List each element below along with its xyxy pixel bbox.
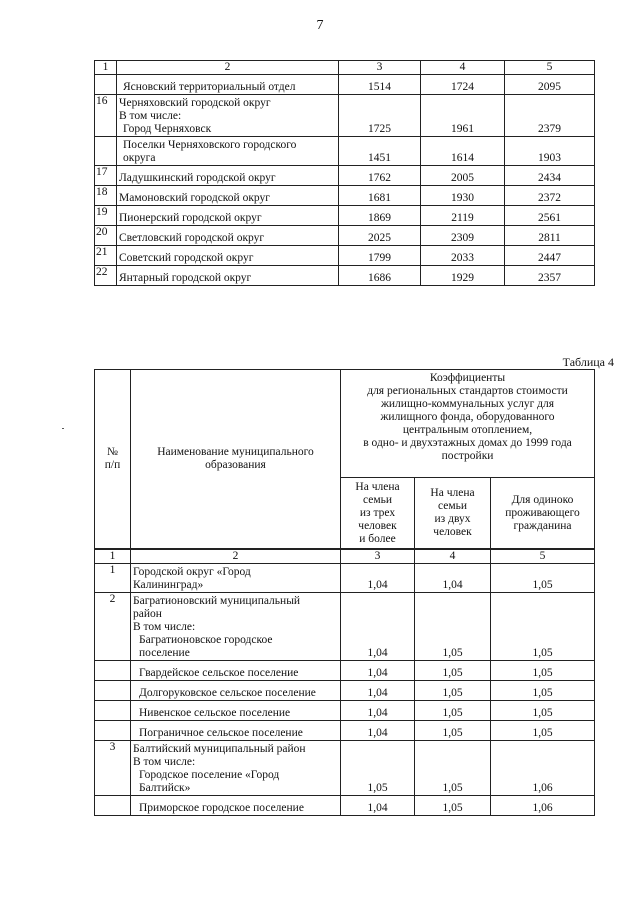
value-cell: 1,05 <box>491 564 595 593</box>
name-line: район <box>133 608 162 620</box>
name-line: Город Черняховск <box>123 123 212 135</box>
table-row <box>95 661 595 681</box>
table-row <box>95 206 595 226</box>
row-number: 21 <box>95 246 117 266</box>
value-cell: 2379 <box>505 95 595 137</box>
column-number: 3 <box>341 549 415 564</box>
column-number: 4 <box>421 61 505 75</box>
value-cell: 2357 <box>505 266 595 286</box>
municipality-name <box>131 661 341 681</box>
municipality-name <box>131 701 341 721</box>
value-cell: 1,04 <box>415 564 491 593</box>
municipality-name <box>131 796 341 816</box>
value-cell: 1,04 <box>341 681 415 701</box>
value-cell: 1,05 <box>341 741 415 796</box>
row-number <box>95 701 131 721</box>
header-col-name: Наименование муниципального образования <box>131 370 341 550</box>
name-line: Гвардейское сельское поселение <box>139 667 299 679</box>
header-col-4: На члена семьи из двух человек <box>415 478 491 550</box>
table-4 <box>94 369 595 816</box>
table-row <box>95 266 595 286</box>
header-col-5: Для одиноко проживающего гражданина <box>491 478 595 550</box>
table-row <box>95 701 595 721</box>
column-number: 1 <box>95 549 131 564</box>
table-row <box>95 593 595 661</box>
value-cell: 2811 <box>505 226 595 246</box>
table-row <box>95 796 595 816</box>
value-cell: 1799 <box>339 246 421 266</box>
table-row <box>95 564 595 593</box>
table-row <box>95 186 595 206</box>
value-cell: 1,05 <box>415 701 491 721</box>
column-number: 2 <box>117 61 339 75</box>
column-number: 5 <box>491 549 595 564</box>
margin-mark <box>62 428 64 429</box>
value-cell: 1,05 <box>491 721 595 741</box>
column-number: 5 <box>505 61 595 75</box>
table-row <box>95 95 595 137</box>
municipality-name <box>131 721 341 741</box>
value-cell: 1,06 <box>491 741 595 796</box>
name-line: Ладушкинский городской округ <box>119 172 276 184</box>
name-line: Черняховский городской округ <box>119 97 271 109</box>
table4-header-row <box>95 370 595 478</box>
name-line: Пионерский городской округ <box>119 212 262 224</box>
top-table-number-row <box>95 61 595 75</box>
value-cell: 1,04 <box>341 661 415 681</box>
municipality-name <box>117 206 339 226</box>
municipality-name <box>131 681 341 701</box>
row-number <box>95 681 131 701</box>
header-col-3: На члена семьи из трех человек и более <box>341 478 415 550</box>
value-cell: 1,05 <box>415 661 491 681</box>
table-row <box>95 246 595 266</box>
value-cell: 1,04 <box>341 564 415 593</box>
table4-number-row <box>95 549 595 564</box>
name-line: округа <box>123 152 156 164</box>
page-number: 7 <box>316 18 324 33</box>
row-number: 2 <box>95 593 131 661</box>
value-cell: 1,05 <box>491 681 595 701</box>
value-cell: 1614 <box>421 137 505 166</box>
column-number: 2 <box>131 549 341 564</box>
name-line: Долгоруковское сельское поселение <box>139 687 316 699</box>
municipality-name <box>131 593 341 661</box>
row-number <box>95 75 117 95</box>
municipality-name <box>117 226 339 246</box>
municipality-name <box>117 95 339 137</box>
table-row <box>95 741 595 796</box>
name-line: Городское поселение «Город <box>139 769 280 781</box>
value-cell: 1,05 <box>491 593 595 661</box>
name-line: Балтийский муниципальный район <box>133 743 306 755</box>
value-cell: 1686 <box>339 266 421 286</box>
continued-table <box>94 60 595 286</box>
name-line: В том числе: <box>133 621 196 633</box>
value-cell: 2447 <box>505 246 595 266</box>
name-line: Советский городской округ <box>119 252 254 264</box>
value-cell: 2119 <box>421 206 505 226</box>
header-col-no: № п/п <box>95 370 131 550</box>
value-cell: 1724 <box>421 75 505 95</box>
row-number: 18 <box>95 186 117 206</box>
name-line: Янтарный городской округ <box>119 272 252 284</box>
name-line: Приморское городское поселение <box>139 802 304 814</box>
row-number: 1 <box>95 564 131 593</box>
name-line: поселение <box>139 647 190 659</box>
table-row <box>95 75 595 95</box>
municipality-name <box>117 166 339 186</box>
row-number: 3 <box>95 741 131 796</box>
value-cell: 1869 <box>339 206 421 226</box>
name-line: Ясновский территориальный отдел <box>123 81 296 93</box>
name-line: Пограничное сельское поселение <box>139 727 303 739</box>
value-cell: 1,05 <box>415 681 491 701</box>
value-cell: 1929 <box>421 266 505 286</box>
value-cell: 1,04 <box>341 796 415 816</box>
row-number: 17 <box>95 166 117 186</box>
value-cell: 1,04 <box>341 701 415 721</box>
name-line: В том числе: <box>133 756 196 768</box>
value-cell: 1,06 <box>491 796 595 816</box>
value-cell: 2561 <box>505 206 595 226</box>
row-number <box>95 796 131 816</box>
value-cell: 2033 <box>421 246 505 266</box>
name-line: Городской округ «Город <box>133 566 251 578</box>
municipality-name <box>117 75 339 95</box>
value-cell: 1451 <box>339 137 421 166</box>
column-number: 3 <box>339 61 421 75</box>
value-cell: 1,05 <box>415 721 491 741</box>
name-line: В том числе: <box>119 110 182 122</box>
row-number: 22 <box>95 266 117 286</box>
value-cell: 2095 <box>505 75 595 95</box>
value-cell: 2025 <box>339 226 421 246</box>
table-row <box>95 166 595 186</box>
name-line: Светловский городской округ <box>119 232 265 244</box>
value-cell: 2005 <box>421 166 505 186</box>
name-line: Поселки Черняховского городского <box>123 139 297 151</box>
table-row <box>95 137 595 166</box>
name-line: Мамоновский городской округ <box>119 192 270 204</box>
value-cell: 1514 <box>339 75 421 95</box>
municipality-name <box>117 266 339 286</box>
column-number: 4 <box>415 549 491 564</box>
value-cell: 1,05 <box>491 661 595 681</box>
municipality-name <box>131 741 341 796</box>
row-number <box>95 137 117 166</box>
row-number: 20 <box>95 226 117 246</box>
value-cell: 1930 <box>421 186 505 206</box>
municipality-name <box>117 186 339 206</box>
value-cell: 1,05 <box>491 701 595 721</box>
name-line: Багратионовский муниципальный <box>133 595 301 607</box>
row-number <box>95 661 131 681</box>
value-cell: 2309 <box>421 226 505 246</box>
value-cell: 1,04 <box>341 721 415 741</box>
value-cell: 1903 <box>505 137 595 166</box>
name-line: Калининград» <box>133 579 204 591</box>
table-row <box>95 721 595 741</box>
value-cell: 1681 <box>339 186 421 206</box>
value-cell: 1,04 <box>341 593 415 661</box>
municipality-name <box>131 564 341 593</box>
value-cell: 2372 <box>505 186 595 206</box>
value-cell: 1,05 <box>415 796 491 816</box>
value-cell: 1762 <box>339 166 421 186</box>
header-col-group: Коэффициенты для региональных стандартов стоимости жилищно-коммунальных услуг для жилищного фонда, оборудованного центральным отоплением, в одно- и двухэтажных домах до 1999 года постройки <box>341 370 595 478</box>
row-number: 16 <box>95 95 117 137</box>
name-line: Балтийск» <box>139 782 191 794</box>
value-cell: 1,05 <box>415 593 491 661</box>
row-number <box>95 721 131 741</box>
table-row <box>95 681 595 701</box>
municipality-name <box>117 246 339 266</box>
row-number: 19 <box>95 206 117 226</box>
value-cell: 1961 <box>421 95 505 137</box>
value-cell: 2434 <box>505 166 595 186</box>
name-line: Нивенское сельское поселение <box>139 707 291 719</box>
table-row <box>95 226 595 246</box>
name-line: Багратионовское городское <box>139 634 273 646</box>
column-number: 1 <box>95 61 117 75</box>
municipality-name <box>117 137 339 166</box>
value-cell: 1725 <box>339 95 421 137</box>
table-caption: Таблица 4 <box>562 355 614 369</box>
value-cell: 1,05 <box>415 741 491 796</box>
